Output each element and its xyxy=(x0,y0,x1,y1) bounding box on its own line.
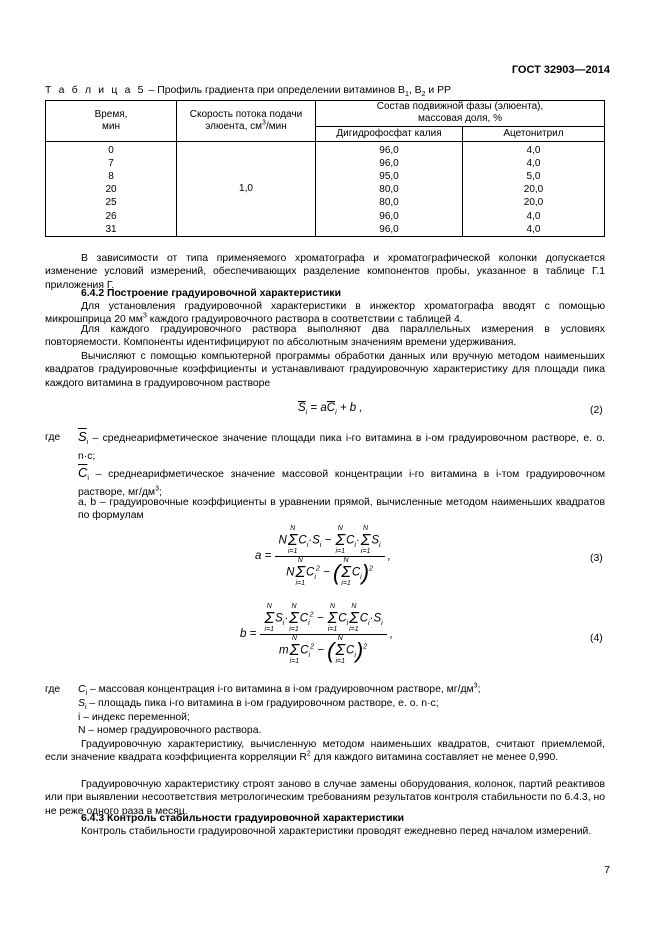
col-flow-label: Скорость потока подачи элюента, см xyxy=(189,109,303,132)
cell-flow: 1,0 xyxy=(177,142,316,237)
cell-time: 25 xyxy=(46,197,177,210)
def2-c-text: – массовая концентрация i-го витамина в i-ом градуировочном растворе, мг/дм xyxy=(87,684,474,695)
col-acetonitrile-header: Ацетонитрил xyxy=(463,126,605,141)
equation-2-number: (2) xyxy=(590,405,603,416)
document-header: ГОСТ 32903—2014 xyxy=(511,64,610,76)
table-row xyxy=(46,223,605,237)
table-row xyxy=(46,197,605,210)
cell-acetonitrile: 20,0 xyxy=(463,197,605,210)
cell-phosphate: 80,0 xyxy=(316,197,463,210)
table-caption xyxy=(45,84,605,97)
def-c-text: – среднеарифметическое значение массовой концентрации i-го витамина в i-том градуировочном растворе, мг/дм xyxy=(78,469,605,498)
table-row xyxy=(46,210,605,223)
cell-acetonitrile: 4,0 xyxy=(463,223,605,237)
caption-sub-2: 2 xyxy=(421,91,426,99)
cell-acetonitrile: 4,0 xyxy=(463,210,605,223)
def2-c-tail: ; xyxy=(477,684,481,695)
equation-3: a = NN Σ $i=1C_i\cdot S_i - N$ Σ $i=1C_i\cdot N$ Σ $i=1S_i$ NN Σ $i=1C_i^2$ − ( N Σ $i=1C_i)^2$ , xyxy=(255,525,391,587)
para-acceptance: Градуировочную характеристику, вычисленную методом наименьших квадратов, считают приемлемой, если значение квадрата коэффициента корреляции $R^2$ для каждого витамина составляет не менее 0,990. xyxy=(45,739,605,764)
equation-4: b = N Σ $i=1S_i\cdot N$ Σ $i=1C_i^2 - N$ Σ $i=1C_iN$ Σ $i=1C_i\cdot S_i$ mN Σ $i=1C_i^2$ − ( N Σ $i=1C_i)^2$ , xyxy=(240,603,394,665)
para-injection-b: каждого градуировочного раствора в соответствии с таблицей 4. xyxy=(146,314,463,326)
def-c-sup: 3 xyxy=(155,485,159,493)
para-acceptance-b: для каждого витамина составляет не менее 0,990. xyxy=(310,752,559,764)
cell-acetonitrile: 20,0 xyxy=(463,184,605,197)
cell-phosphate: 96,0 xyxy=(316,210,463,223)
def2-c-sup: 3 xyxy=(473,682,478,690)
def2-n: N – номер градуировочного раствора. xyxy=(78,725,262,736)
para-injection-sup: 3 xyxy=(142,312,147,320)
caption-sub-1: 1 xyxy=(404,91,409,99)
cell-acetonitrile: 4,0 xyxy=(463,142,605,158)
cell-phosphate: 80,0 xyxy=(316,184,463,197)
cell-phosphate: 96,0 xyxy=(316,157,463,170)
cell-time: 31 xyxy=(46,223,177,237)
col-flow-header xyxy=(177,101,316,142)
caption-mid: , B xyxy=(408,85,422,96)
col-flow-sup: 3 xyxy=(262,119,266,127)
table-row xyxy=(46,170,605,183)
cell-time: 7 xyxy=(46,157,177,170)
para-daily: Контроль стабильности градуировочной характеристики проводят ежедневно перед началом измерений. xyxy=(81,826,592,837)
para-compute: Вычисляют с помощью компьютерной программы обработки данных или вручную методом наименьших квадратов градуировочные коэффициенты и устанавливают градуировочную характеристику для площади пика каждого витамина в градуировочном растворе xyxy=(45,351,605,389)
gradient-table xyxy=(45,100,605,237)
table-row xyxy=(46,157,605,170)
def-ab: a, b – градуировочные коэффициенты в уравнении прямой, вычисленные методом наименьших квадратов по формулам xyxy=(78,497,605,522)
cell-time: 8 xyxy=(46,170,177,183)
cell-time: 20 xyxy=(46,184,177,197)
cell-phosphate: 96,0 xyxy=(316,223,463,237)
def2-s-text: – площадь пика i-го витамина в i-ом градуировочном растворе, е. о. n·c; xyxy=(86,698,439,709)
where-2: где xyxy=(45,684,61,695)
def-s-text: – среднеарифметическое значение площади пика i-го витамина в i-ом градуировочном растворе, е. о. n·c; xyxy=(78,433,605,462)
col-flow-tail: /мин xyxy=(265,121,287,132)
col-phosphate-header: Дигидрофосфат калия xyxy=(316,126,463,141)
table-row xyxy=(46,142,605,158)
cell-acetonitrile: 5,0 xyxy=(463,170,605,183)
table-row xyxy=(46,184,605,197)
col-phase-header: Состав подвижной фазы (элюента), массовая доля, % xyxy=(316,101,605,127)
cell-phosphate: 95,0 xyxy=(316,170,463,183)
where-1: где xyxy=(45,432,61,443)
caption-tail: и PP xyxy=(425,85,451,96)
def-s: $\overline{S}_i$ – среднеарифметическое значение площади пика i-го витамина в i-ом градуировочном растворе, е. о. n·c; xyxy=(78,429,605,462)
cell-acetonitrile: 4,0 xyxy=(463,157,605,170)
page-number: 7 xyxy=(604,865,610,876)
def2-s: $S_i$ – площадь пика i-го витамина в i-ом градуировочном растворе, е. о. n·c; xyxy=(78,698,439,712)
equation-2: $\overline{S}_i = a\overline{C}_i + b$ , xyxy=(298,402,363,417)
def2-c: $C_i$ – массовая концентрация i-го витамина в i-ом градуировочном растворе, $мг/дм^3$; xyxy=(78,682,481,698)
equation-4-number: (4) xyxy=(590,633,603,644)
para-acceptance-a: Градуировочную характеристику, вычисленную методом наименьших квадратов, считают приемлемой, если значение квадрата коэффициента корреляции R xyxy=(45,739,605,764)
para-parallel: Для каждого градуировочного раствора выполняют два параллельных измерения в условиях повторяемости. Компоненты идентифицируют по абсолютным значениям времени удерживания. xyxy=(45,324,605,349)
caption-text: – Профиль градиента при определении витаминов B xyxy=(145,85,405,96)
def2-i: i – индекс переменной; xyxy=(78,712,190,723)
heading-6-4-2: 6.4.2 Построение градуировочной характеристики xyxy=(81,288,341,299)
heading-6-4-3: 6.4.3 Контроль стабильности градуировочной характеристики xyxy=(81,813,405,824)
para-injection-a: Для установления градуировочной характеристики в инжектор хроматографа вводят с помощью микрошприца 20 мм xyxy=(45,301,605,326)
cell-time: 0 xyxy=(46,142,177,158)
col-time-header: Время, мин xyxy=(46,101,177,142)
para-dependency: В зависимости от типа применяемого хроматографа и хроматографической колонки допускается изменение условий измерений, обеспечивающих разделение компонентов пробы, указанное в таблице Г.1 приложения Г. xyxy=(45,253,605,291)
caption-label: Т а б л и ц а 5 xyxy=(45,85,146,96)
cell-phosphate: 96,0 xyxy=(316,142,463,158)
def-c: $\overline{C}_i$ – среднеарифметическое значение массовой концентрации i-го витамина в i-том градуировочном растворе, $мг/дм^3$; xyxy=(78,465,605,498)
cell-time: 26 xyxy=(46,210,177,223)
equation-3-number: (3) xyxy=(590,553,603,564)
def-c-tail: ; xyxy=(158,487,162,498)
para-rebuild: Градуировочную характеристику строят заново в случае замены оборудования, колонок, партий реактивов или при выявлении несоответствия метрологическим требованиям результатов контроля стабильности по 6.4.3, но не реже одного раза в месяц. xyxy=(45,779,605,817)
